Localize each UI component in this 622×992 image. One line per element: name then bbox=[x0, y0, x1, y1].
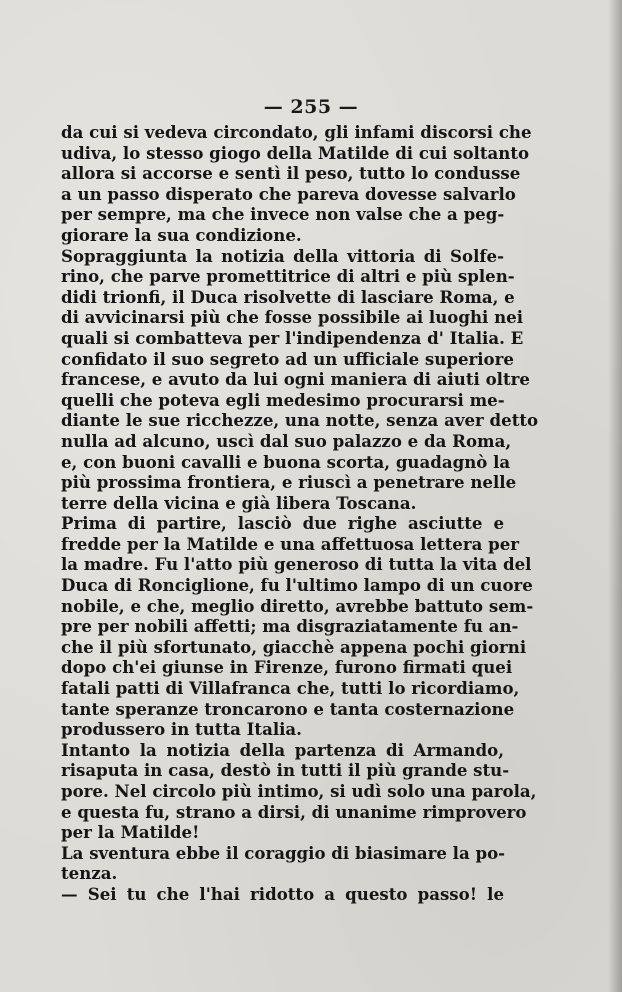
text-line: pre per nobili affetti; ma disgraziatamente fu an- bbox=[61, 616, 519, 637]
text-line: tenza. bbox=[61, 863, 118, 884]
text-line: la madre. Fu l'atto più generoso di tutta la vita del bbox=[61, 554, 532, 575]
text-line: più prossima frontiera, e riuscì a penetrare nelle bbox=[61, 472, 517, 493]
text-line: giorare la sua condizione. bbox=[61, 224, 302, 245]
text-line: fredde per la Matilde e una affettuosa lettera per bbox=[61, 533, 519, 554]
text-line: tante speranze troncarono e tanta costernazione bbox=[61, 698, 515, 719]
text-line: udiva, lo stesso giogo della Matilde di cui soltanto bbox=[61, 142, 530, 163]
text-line: per sempre, ma che invece non valse che a peg- bbox=[61, 204, 505, 225]
page-number: — 255 — bbox=[263, 96, 359, 118]
text-line: pore. Nel circolo più intimo, si udì solo una parola, bbox=[61, 781, 537, 801]
text-line: francese, e avuto da lui ogni maniera di aiuti oltre bbox=[61, 369, 530, 390]
text-line: nobile, e che, meglio diretto, avrebbe battuto sem- bbox=[61, 595, 534, 616]
text-line: Prima di partire, lasciò due righe asciutte e bbox=[61, 513, 504, 534]
text-line: Duca di Ronciglione, fu l'ultimo lampo di un cuore bbox=[61, 575, 533, 596]
text-line: risaputa in casa, destò in tutti il più grande stu- bbox=[61, 760, 510, 781]
text-line: a un passo disperato che pareva dovesse salvarlo bbox=[61, 183, 516, 204]
text-line: quali si combatteva per l'indipendenza d' Italia. E bbox=[61, 327, 524, 348]
text-line: produssero in tutta Italia. bbox=[61, 719, 302, 740]
text-line: rino, che parve promettitrice di altri e più splen- bbox=[61, 266, 515, 287]
text-line: Sopraggiunta la notizia della vittoria di Solfe- bbox=[61, 245, 504, 266]
text-line: Intanto la notizia della partenza di Armando, bbox=[61, 739, 504, 760]
text-line: e, con buoni cavalli e buona scorta, guadagnò la bbox=[61, 451, 511, 472]
text-line: fatali patti di Villafranca che, tutti lo ricordiamo, bbox=[61, 678, 520, 699]
text-line: per la Matilde! bbox=[61, 822, 200, 843]
text-line: didi trionfi, il Duca risolvette di lasciare Roma, e bbox=[61, 286, 515, 307]
text-line: dopo ch'ei giunse in Firenze, furono firmati quei bbox=[61, 657, 513, 678]
text-line: quelli che poteva egli medesimo procurarsi me- bbox=[61, 389, 505, 410]
text-line: — Sei tu che l'hai ridotto a questo passo! le bbox=[61, 883, 504, 904]
text-line: allora si accorse e sentì il peso, tutto lo condusse bbox=[61, 163, 521, 184]
body-text bbox=[61, 122, 539, 905]
text-line: da cui si vedeva circondato, gli infami discorsi che bbox=[61, 122, 532, 142]
text-line: e questa fu, strano a dirsi, di unanime rimprovero bbox=[61, 801, 527, 822]
text-line: confidato il suo segreto ad un ufficiale superiore bbox=[61, 348, 514, 369]
text-line: nulla ad alcuno, uscì dal suo palazzo e da Roma, bbox=[61, 430, 512, 451]
text-line: terre della vicina e già libera Toscana. bbox=[61, 492, 417, 513]
text-line: La sventura ebbe il coraggio di biasimare la po- bbox=[61, 842, 506, 863]
text-line: di avvicinarsi più che fosse possibile ai luoghi nei bbox=[61, 307, 524, 328]
text-line: diante le sue ricchezze, una notte, senza aver detto bbox=[61, 410, 539, 431]
text-line: che il più sfortunato, giacchè appena pochi giorni bbox=[61, 636, 527, 657]
